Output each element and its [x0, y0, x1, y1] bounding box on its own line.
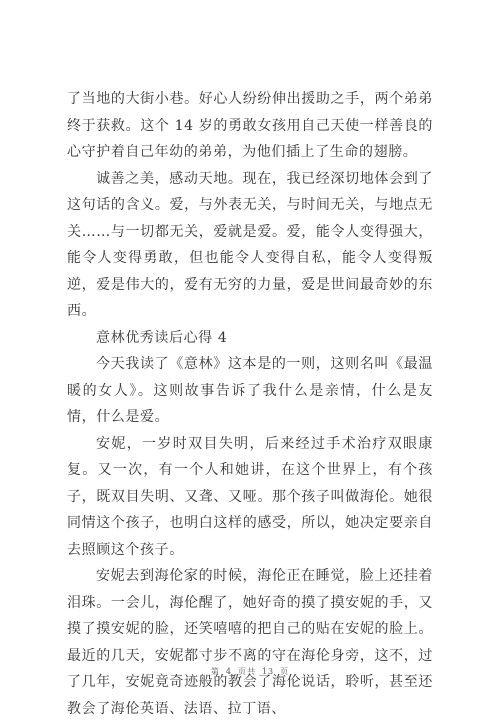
paragraph: 诚善之美，感动天地。现在，我已经深切地体会到了这句话的含义。爱，与外表无关，与时间无关，与地点无关……与一切都无关，爱就是爱。爱，能令人变得强大，能令人变得勇敢，但也能令人变得自私，能令人变得叛逆，爱是伟大的，爱有无穷的力量，爱是世间最奇妙的东西。 [67, 170, 433, 319]
footer-suffix: 页 [280, 667, 290, 676]
section-title: 意林优秀读后心得 4 [96, 329, 228, 346]
paragraph: 了当地的大街小巷。好心人纷纷伸出援助之手，两个弟弟终于获救。这个 14 岁的勇敢女孩用自己天使一样善良的心守护着自己年幼的弟弟，为他们插上了生命的翅膀。 [67, 91, 433, 160]
footer-prefix: 第 [210, 667, 220, 676]
document-body [67, 86, 433, 722]
footer-current-page: 4 [225, 667, 232, 676]
page-footer [0, 666, 500, 677]
paragraph: 今天我读了《意林》这本是的一则，这则名叫《最温暖的女人》。这则故事告诉了我什么是亲情，什么是友情，什么是爱。 [67, 356, 433, 425]
footer-middle: 页共 [237, 667, 256, 676]
footer-total-pages: 13 [261, 667, 275, 676]
paragraph: 安妮去到海伦家的时候，海伦正在睡觉，脸上还挂着泪珠。一会儿，海伦醒了，她好奇的摸了摸安妮的手，又摸了摸安妮的脸，还笑嘻嘻的把自己的贴在安妮的脸上。最近的几天，安妮都寸步不离的守在海伦身旁，这不，过了几年，安妮竟奇迹般的教会了海伦说话，聆听，甚至还教会了海伦英语、法语、拉丁语、 [67, 568, 433, 717]
paragraph: 安妮，一岁时双目失明，后来经过手术治疗双眼康复。又一次，有一个人和她讲，在这个世界上，有个孩子，既双目失明、又聋、又哑。那个孩子叫做海伦。她很同情这个孩子，也明白这样的感受，所以，她决定要亲自去照顾这个孩子。 [67, 435, 433, 558]
